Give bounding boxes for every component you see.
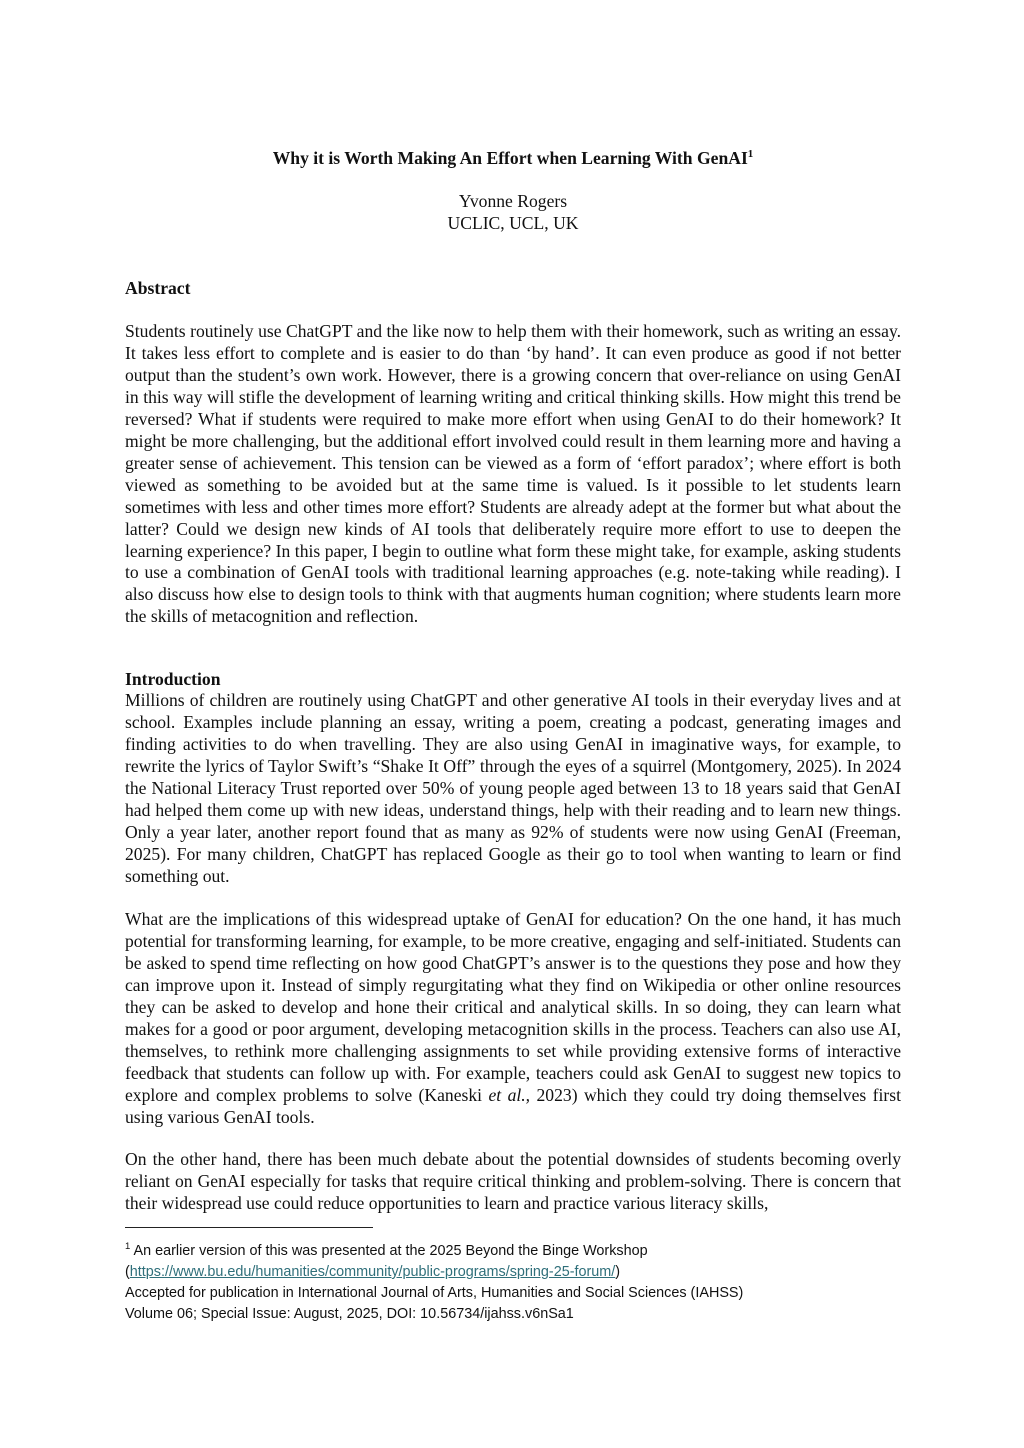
- paragraph-2-text: What are the implications of this widespread uptake of GenAI for education? On the one hand, it has much potential for transforming learning, for example, to be more creative, engaging and self-initiated. Students can be asked to spend time reflecting on how good ChatGPT’s answer is to the questions they pose and how they can improve upon it. Instead of simply regurgitating what they find on Wikipedia or other online resources they can be asked to develop and hone their critical and analytical skills. In so doing, they can learn what makes for a good or poor argument, developing metacognition skills in the process. Teachers can also use AI, themselves, to rethink more challenging assignments to set while providing extensive forms of interactive feedback that students can follow up with. For example, teachers could ask GenAI to suggest new topics to explore and complex problems to solve (Kaneski: [125, 909, 901, 1105]
- footnote-close-paren: ): [615, 1264, 621, 1280]
- paper-title: [125, 146, 901, 170]
- abstract-paragraph: Students routinely use ChatGPT and the like now to help them with their homework, such as writing an essay. It takes less effort to complete and is easier to do than ‘by hand’. It can even produce as good if not better output than the student’s own work. However, there is a growing concern that over-reliance on using GenAI in this way will stifle the development of learning writing and critical thinking skills. How might this trend be reversed? What if students were required to make more effort when using GenAI to do their homework? It might be more challenging, but the additional effort involved could result in them learning more and having a greater sense of achievement. This tension can be viewed as a form of ‘effort paradox’; where effort is both viewed as something to be avoided but at the same time is valued. Is it possible to let students learn sometimes with less and other times more effort? Students are already adept at the former but what about the latter? Could we design new kinds of AI tools that deliberately require more effort to use to deepen the learning experience? In this paper, I begin to outline what form these might take, for example, asking students to use a combination of GenAI tools with traditional learning approaches (e.g. note-taking while reading). I also discuss how else to design tools to think with that augments human cognition; where students learn more the skills of metacognition and reflection.: [125, 321, 901, 627]
- footnote-text: An earlier version of this was presented at the 2025 Beyond the Binge Workshop: [130, 1243, 648, 1259]
- paragraph-2-italic: et al.,: [488, 1084, 531, 1105]
- footnote-line-1: [125, 1241, 925, 1262]
- title-footnote-mark[interactable]: 1: [747, 148, 754, 161]
- volume-doi-note: Volume 06; Special Issue: August, 2025, DOI: 10.56734/ijahss.v6nSa1: [125, 1306, 574, 1322]
- footnote-link[interactable]: https://www.bu.edu/humanities/community/public-programs/spring-25-forum/: [129, 1264, 616, 1280]
- introduction-heading: Introduction: [125, 669, 221, 689]
- author-affiliation: UCLIC, UCL, UK: [447, 213, 579, 233]
- abstract-heading: Abstract: [125, 278, 191, 298]
- introduction-paragraph-3: On the other hand, there has been much debate about the potential downsides of students becoming overly reliant on GenAI especially for tasks that require critical thinking and problem-solving. There is concern that their widespread use could reduce opportunities to learn and practice various literacy skills,: [125, 1149, 901, 1213]
- paper-title-text: Why it is Worth Making An Effort when Learning With GenAI: [272, 148, 748, 168]
- footnote-open-paren: (: [125, 1264, 130, 1280]
- footnote-line-2: [125, 1262, 925, 1283]
- introduction-paragraph-2: [125, 909, 901, 1129]
- footnote-divider: [125, 1227, 373, 1228]
- publication-note: Accepted for publication in International Journal of Arts, Humanities and Social Sciences (IAHSS): [125, 1285, 744, 1301]
- introduction-paragraph-1: Millions of children are routinely using ChatGPT and other generative AI tools in their everyday lives and at school. Examples include planning an essay, writing a poem, creating a podcast, generating images and finding activities to do when travelling. They are also using GenAI in imaginative ways, for example, to rewrite the lyrics of Taylor Swift’s “Shake It Off” through the eyes of a squirrel (Montgomery, 2025). In 2024 the National Literacy Trust reported over 50% of young people aged between 13 to 18 years said that GenAI had helped them come up with new ideas, understand things, help with their reading and to learn new things. Only a year later, another report found that as many as 92% of students were now using GenAI (Freeman, 2025). For many children, ChatGPT has replaced Google as their go to tool when wanting to learn or find something out.: [125, 690, 901, 886]
- footnote-mark: 1: [125, 1241, 131, 1253]
- author-name: Yvonne Rogers: [458, 191, 568, 211]
- paragraph-2-tail: 2023) which they could try doing themselves first using various GenAI tools.: [125, 1084, 902, 1127]
